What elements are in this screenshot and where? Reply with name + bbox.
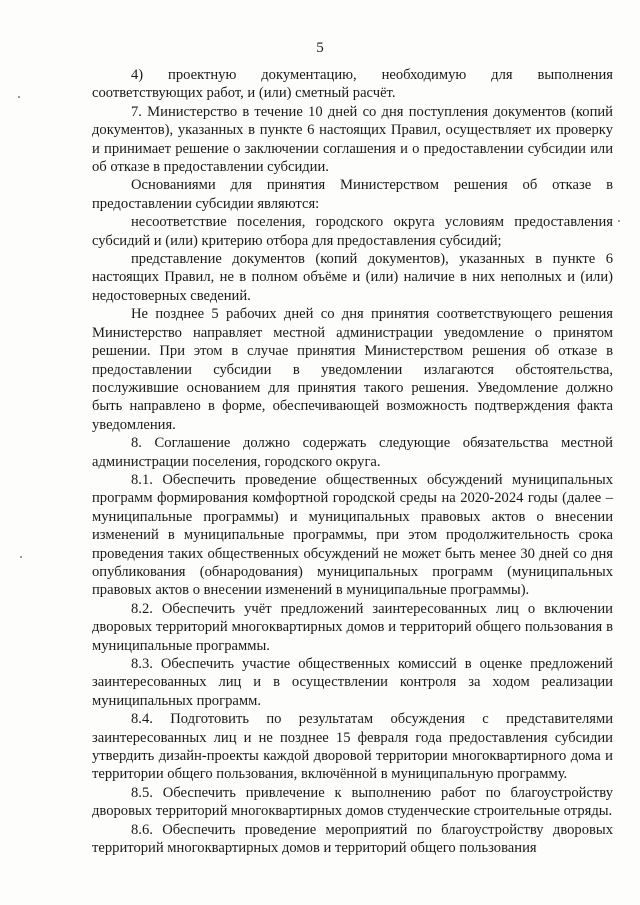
paragraph: представление документов (копий документов), указанных в пункте 6 настоящих Правил, не в полном объёме и (или) наличие в них неполных и (или) недостоверных сведений.	[92, 251, 613, 304]
paragraph: 4) проектную документацию, необходимую для выполнения соответствующих работ, и (или) сметный расчёт.	[92, 67, 613, 102]
scan-mark	[18, 96, 20, 98]
paragraph: 7. Министерство в течение 10 дней со дня поступления документов (копий документов), указанных в пункте 6 настоящих Правил, осуществляет их проверку и принимает решение о заключении соглашения и о предоставлении субсидии или об отказе в предоставлении субсидии.	[92, 103, 613, 176]
paragraph: 8.2. Обеспечить учёт предложений заинтересованных лиц о включении дворовых территорий многоквартирных домов и территорий общего пользования в муниципальные программы.	[92, 600, 613, 654]
paragraph: 8.6. Обеспечить проведение мероприятий по благоустройству дворовых территорий многоквартирных домов и территорий общего пользования	[92, 821, 613, 857]
scan-mark	[618, 220, 620, 222]
paragraph: 8.4. Подготовить по результатам обсуждения с представителями заинтересованных лиц и не позднее 15 февраля года предоставления субсидии утвердить дизайн-проекты каждой дворовой территории многоквартирного дома и территории общего пользования, включённой в муниципальную программу.	[92, 711, 613, 783]
document-body	[92, 66, 613, 857]
paragraph: Не позднее 5 рабочих дней со дня принятия соответствующего решения Министерство направляет местной администрации уведомление о принятом решении. При этом в случае принятия Министерством решения об отказе в предоставлении субсидии в уведомлении излагаются обстоятельства, послужившие основанием для принятия такого решения. Уведомление должно быть направлено в форме, обеспечивающей возможность подтверждения факта уведомления.	[92, 306, 613, 433]
page-number: 5	[316, 40, 324, 56]
paragraph: 8.1. Обеспечить проведение общественных обсуждений муниципальных программ формирования комфортной городской среды на 2020-2024 годы (далее – муниципальные программы) и муниципальных правовых актов о внесении изменений в муниципальные программы, при этом продолжительность срока проведения таких общественных обсуждений не может быть менее 30 дней со дня опубликования (обнародования) муниципальных программ (муниципальных правовых актов о внесении изменений в муниципальные программы).	[92, 471, 613, 599]
paragraph: Основаниями для принятия Министерством решения об отказе в предоставлении субсидии являются:	[92, 177, 613, 212]
scan-mark	[20, 556, 22, 558]
paragraph: 8.3. Обеспечить участие общественных комиссий в оценке предложений заинтересованных лиц и в осуществлении контроля за ходом реализации муниципальных программ.	[92, 656, 613, 709]
paragraph: несоответствие поселения, городского округа условиям предоставления субсидий и (или) критерию отбора для предоставления субсидий;	[92, 214, 613, 249]
paragraph: 8.5. Обеспечить привлечение к выполнению работ по благоустройству дворовых территорий многоквартирных домов студенческие строительные отряды.	[92, 784, 613, 820]
paragraph: 8. Соглашение должно содержать следующие обязательства местной администрации поселения, городского округа.	[92, 435, 613, 470]
